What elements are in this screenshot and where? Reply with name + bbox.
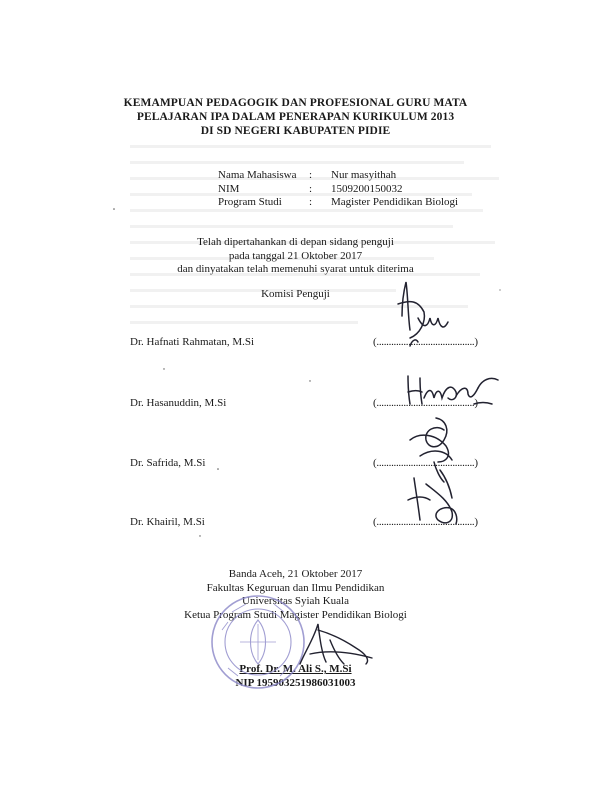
examiner-4-signature <box>408 470 457 524</box>
examiner-1-signature <box>398 282 448 346</box>
examiner-4-name: Dr. Khairil, M.Si <box>130 516 205 528</box>
examiner-2-signature <box>408 376 498 404</box>
colon: : <box>309 182 313 195</box>
statement-line-2: pada tanggal 21 Oktober 2017 <box>228 249 363 262</box>
faculty-name: Fakultas Keguruan dan Ilmu Pendidikan <box>206 581 385 594</box>
program-head-nip: NIP 195903251986031003 <box>235 676 356 689</box>
statement-line-1: Telah dipertahankan di depan sidang penguji <box>197 236 394 248</box>
place-date: Banda Aceh, 21 Oktober 2017 <box>228 568 363 580</box>
paper-specks <box>113 208 500 537</box>
title-line-2: PELAJARAN IPA DALAM PENERAPAN KURIKULUM 2013 <box>136 111 455 123</box>
examiner-4-signature-line: (........................................) <box>373 516 478 528</box>
colon: : <box>309 169 313 181</box>
program-head-signature <box>300 624 372 664</box>
committee-heading: Komisi Penguji <box>261 288 330 300</box>
student-name-label: Nama Mahasiswa <box>218 169 297 181</box>
examiner-1-signature-line: (........................................) <box>373 336 478 348</box>
program-head-name: Prof. Dr. M. Ali S., M.Si <box>239 663 352 675</box>
university-stamp <box>212 596 304 688</box>
title-line-1: KEMAMPUAN PEDAGOGIK DAN PROFESIONAL GURU MATA <box>123 97 468 109</box>
examiner-1-name: Dr. Hafnati Rahmatan, M.Si <box>130 336 255 348</box>
title-line-3: DI SD NEGERI KABUPATEN PIDIE <box>200 125 391 137</box>
examiner-3-name: Dr. Safrida, M.Si <box>130 457 206 469</box>
study-program-label: Program Studi <box>218 196 282 208</box>
student-name-value: Nur masyithah <box>331 169 397 181</box>
colon: : <box>309 196 313 208</box>
head-role: Ketua Program Studi Magister Pendidikan Biologi <box>184 608 407 621</box>
examiner-3-signature <box>410 418 452 482</box>
student-nim-label: NIM <box>218 182 240 195</box>
statement-line-3: dan dinyatakan telah memenuhi syarat untuk diterima <box>177 263 414 275</box>
examiner-2-name: Dr. Hasanuddin, M.Si <box>130 397 227 409</box>
examiner-2-signature-line: (........................................) <box>373 397 478 409</box>
student-nim-value: 1509200150032 <box>331 182 403 195</box>
university-name: Universitas Syiah Kuala <box>242 595 349 607</box>
study-program-value: Magister Pendidikan Biologi <box>331 196 459 208</box>
examiner-3-signature-line: (........................................) <box>373 457 478 469</box>
